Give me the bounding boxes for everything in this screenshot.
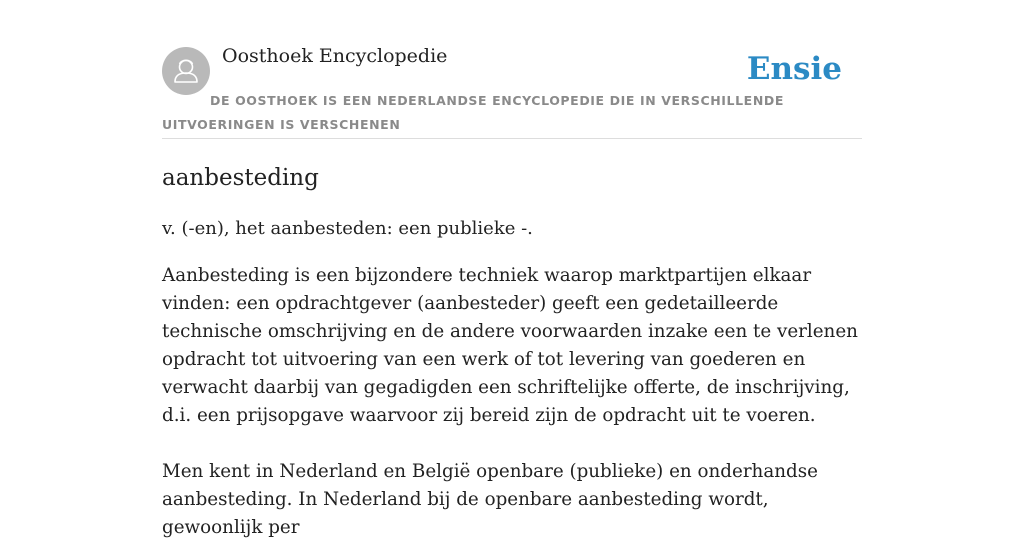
entry-paragraph: Men kent in Nederland en België openbare (publieke) en onderhandse aanbesteding. In Nederland bij de openbare aanbesteding wordt, gewoonlijk per <box>162 461 818 538</box>
site-name[interactable]: Oosthoek Encyclopedie <box>222 45 448 67</box>
page <box>162 0 862 542</box>
site-subtitle: DE OOSTHOEK IS EEN NEDERLANDSE ENCYCLOPEDIE DIE IN VERSCHILLENDE UITVOERINGEN IS VERSCHENEN <box>162 93 784 132</box>
site-header <box>162 0 862 139</box>
user-avatar-icon[interactable] <box>162 47 210 95</box>
entry-paragraph: Aanbesteding is een bijzondere techniek waarop marktpartijen elkaar vinden: een opdrachtgever (aanbesteder) geeft een gedetailleerde technische omschrijving en de andere voorwaarden inzake een te verlenen opdracht tot uitvoering van een werk of tot levering van goederen en verwacht daarbij van gegadigden een schriftelijke offerte, de inschrijving, d.i. een prijsopgave waarvoor zij bereid zijn de opdracht uit te voeren. <box>162 265 858 426</box>
ensie-logo[interactable]: Ensie <box>746 51 842 87</box>
entry-title: aanbesteding <box>162 165 319 191</box>
entry-definition: v. (-en), het aanbesteden: een publieke -. <box>162 218 533 239</box>
